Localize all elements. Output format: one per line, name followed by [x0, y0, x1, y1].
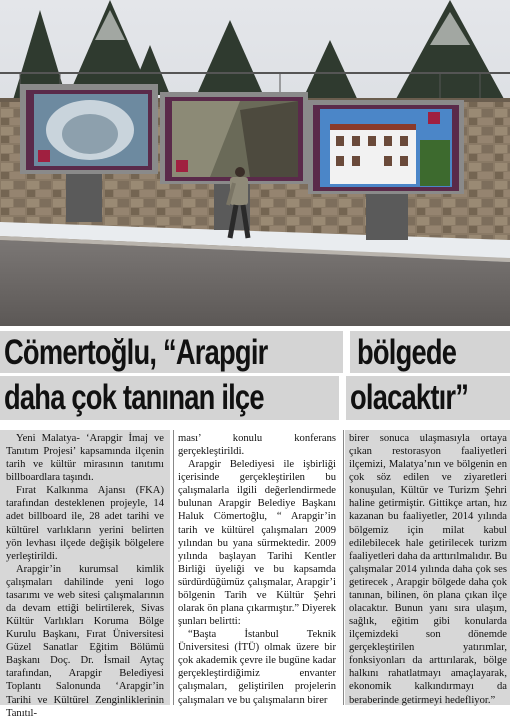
paragraph: ması’ konulu konferans gerçekleştirildi. — [178, 433, 336, 458]
headline-line1-part2: bölgede — [357, 333, 457, 372]
paragraph: Fırat Kalkınma Ajansı (FKA) tarafından desteklenen projeyle, 14 adet billboard ile, 28 adet tarihi ve kültürel varlıkların yerini belirten yön levhası ilçede değişik bölgelere yerleştirildi. — [6, 485, 164, 562]
headline-line2-part1: daha çok tanınan ilçe — [4, 378, 264, 417]
article-column-1 — [6, 432, 164, 720]
column-divider — [343, 430, 344, 705]
paragraph: “Başta İstanbul Teknik Üniversitesi (İTÜ) olmak üzere bir çok akademik çevre ile bugüne kadar gerçekleştirdiğimiz envanter çalışmaları, geliştirilen projelerin çalışmaları ve bu çalışmaların birer — [178, 629, 336, 706]
paragraph: Arapgir Belediyesi ile işbirliği içerisinde gerçekleştirilen bu çalışmalarla ilgili değerlendirmede bulunan Arapgir Belediye Başkanı Haluk Cömertoğlu, “ Arapgir’in tarih ve kültürel çalışmaları 2009 yılından bu yana sürmektedir. 2009 yılında başlayan Tarihi Kentler Birliği üyeliği ve bu kapsamda sürdürdüğümüz çalışmalar, Arapgir’i bölgenin Tarih ve Kültür Şehri olarak ön plana çıkarmıştır.” Diyerek şunları belirtti: — [178, 459, 336, 628]
headline-line1-part1: Cömertoğlu, “Arapgir — [4, 333, 268, 372]
paragraph: birer sonuca ulaşmasıyla ortaya çıkan restorasyon faaliyetleri ilçemizi, Malatya’nın ve bölgenin en çok söz edilen ve ziyaretleri konuşulan, Kültür ve Turizm Şehri haline getirmiştir. Gittikçe artan, hız kazanan bu faaliyetler, 2014 yılında bölgemiz için milat kabul edilebilecek hale getirilecek turizm faaliyetleri daha da arttırılmalıdır. Bu çalışmalar 2014 yılında daha çok ses getirecek , Arapgir bölgede daha çok tanınan, bilinen, ön plana çıkan ilçe olacaktır. Bunun yanı sıra ulaşım, sağlık, eğitim gibi konularda ilçemizdeki son dönemde gerçekleştirilen yatırımlar, fonksiyonları da arttırılarak, bölge halkını rahatlatmayı amaçlayarak, ekonomik kalkındırmayı da beraberinde getirmeyi hedefliyor.” — [349, 433, 507, 706]
news-photo — [0, 0, 510, 326]
paragraph: Yeni Malatya- ‘Arapgir İmaj ve Tanıtım Projesi’ kapsamında ilçenin tarih ve kültür mirasının tanıtımı billboardlara taşındı. — [6, 433, 164, 484]
article-column-3 — [349, 432, 507, 707]
headline-line2-part2: olacaktır” — [350, 378, 469, 417]
article-column-2 — [178, 432, 336, 707]
paragraph: Arapgir’in kurumsal kimlik çalışmaları dahilinde yeni logo tasarımı ve web sitesi çalışmalarının da devam ettiği belirtilerek, Sivas Kültür Varlıkları Koruma Bölge Kurulu Başkanı, Fırat Üniversitesi Güzel Sanatlar Eğitim Bölümü Başkanı Doç. Dr. İsmail Aytaç tarafından, Arapgir Belediyesi Toplantı Salonunda ‘Arapgir’in Tarihi ve Kültürel Zenginliklerinin Tanıtıl- — [6, 563, 164, 719]
column-divider — [173, 430, 174, 705]
